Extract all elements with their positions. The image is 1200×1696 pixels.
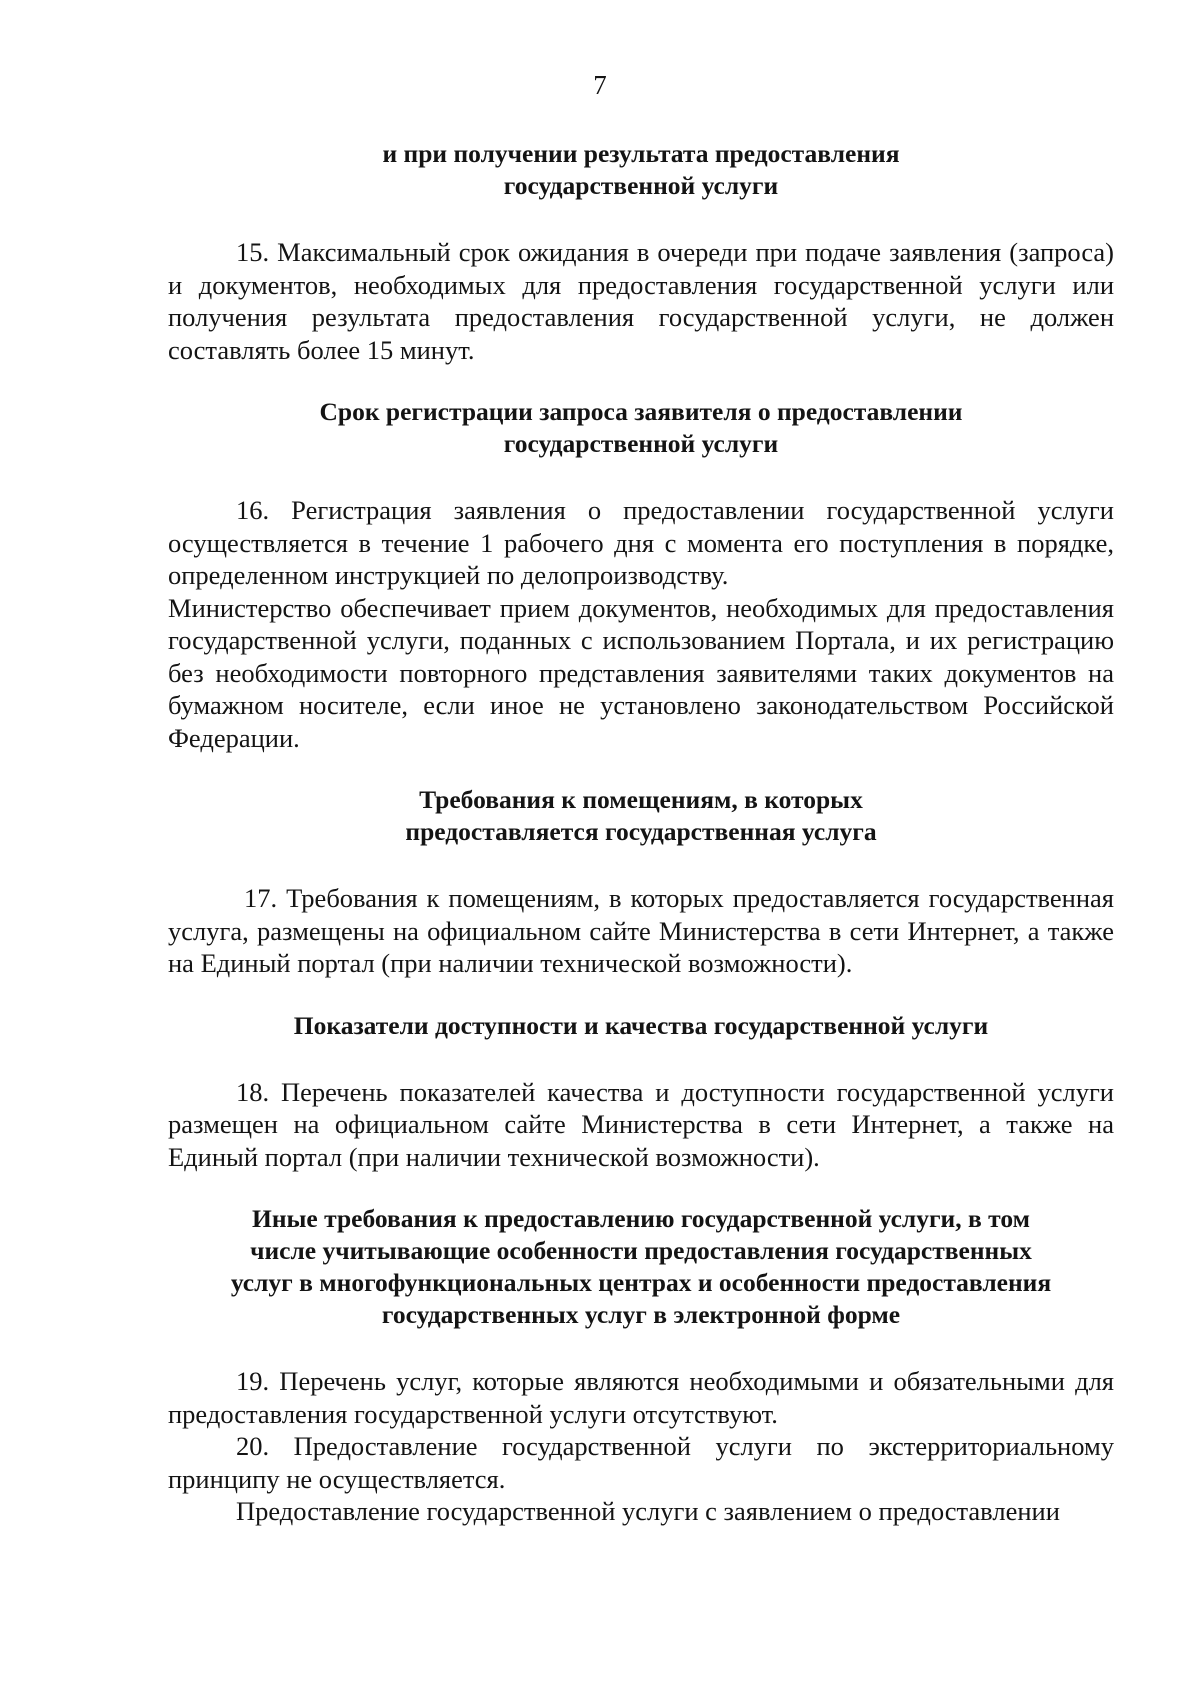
paragraph-17: 17. Требования к помещениям, в которых предоставляется государственная услуга, размещены на официальном сайте Министерства в сети Интернет, а также на Единый портал (при наличии технической возможности). xyxy=(168,883,1114,978)
heading-line: государственной услуги xyxy=(503,171,779,200)
paragraph-19: 19. Перечень услуг, которые являются необходимыми и обязательными для предоставления государственной услуги отсутствуют. xyxy=(168,1366,1114,1429)
heading-line: и при получении результата предоставления xyxy=(382,139,900,168)
section-heading-result xyxy=(168,138,1114,202)
heading-line: числе учитывающие особенности предоставления государственных xyxy=(250,1236,1032,1265)
heading-line: услуг в многофункциональных центрах и особенности предоставления xyxy=(230,1268,1052,1297)
heading-line: предоставляется государственная услуга xyxy=(405,817,877,846)
document-body xyxy=(168,138,1114,1528)
paragraph-15: 15. Максимальный срок ожидания в очереди при подаче заявления (запроса) и документов, необходимых для предоставления государственной услуги или получения результата предоставления государственной услуги, не должен составлять более 15 минут. xyxy=(168,237,1114,365)
heading-line: Требования к помещениям, в которых xyxy=(419,785,863,814)
paragraph-20-continued: Предоставление государственной услуги с заявлением о предоставлении xyxy=(236,1496,1060,1526)
paragraph-16: 16. Регистрация заявления о предоставлении государственной услуги осуществляется в течение 1 рабочего дня с момента его поступления в порядке, определенном инструкцией по делопроизводству. xyxy=(168,495,1114,590)
paragraph-18: 18. Перечень показателей качества и доступности государственной услуги размещен на официальном сайте Министерства в сети Интернет, а также на Единый портал (при наличии технической возможности). xyxy=(168,1076,1114,1172)
page-number: 7 xyxy=(593,70,607,100)
heading-line: Показатели доступности и качества государственной услуги xyxy=(293,1010,989,1040)
section-heading-indicators xyxy=(168,1010,1114,1042)
heading-line: Срок регистрации запроса заявителя о предоставлении xyxy=(319,397,963,426)
section-heading-registration xyxy=(168,396,1114,460)
paragraph-20: 20. Предоставление государственной услуги по экстерриториальному принципу не осуществляется. xyxy=(168,1431,1114,1494)
section-heading-other-requirements xyxy=(168,1203,1114,1331)
section-heading-premises xyxy=(168,784,1114,848)
heading-line: государственных услуг в электронной форме xyxy=(381,1300,901,1329)
heading-line: Иные требования к предоставлению государственной услуги, в том xyxy=(252,1204,1030,1233)
paragraph-16-ministry: Министерство обеспечивает прием документов, необходимых для предоставления государственной услуги, поданных с использованием Портала, и их регистрацию без необходимости повторного представления заявителями таких документов на бумажном носителе, если иное не установлено законодательством Российской Федерации. xyxy=(168,592,1114,753)
heading-line: государственной услуги xyxy=(503,429,779,458)
